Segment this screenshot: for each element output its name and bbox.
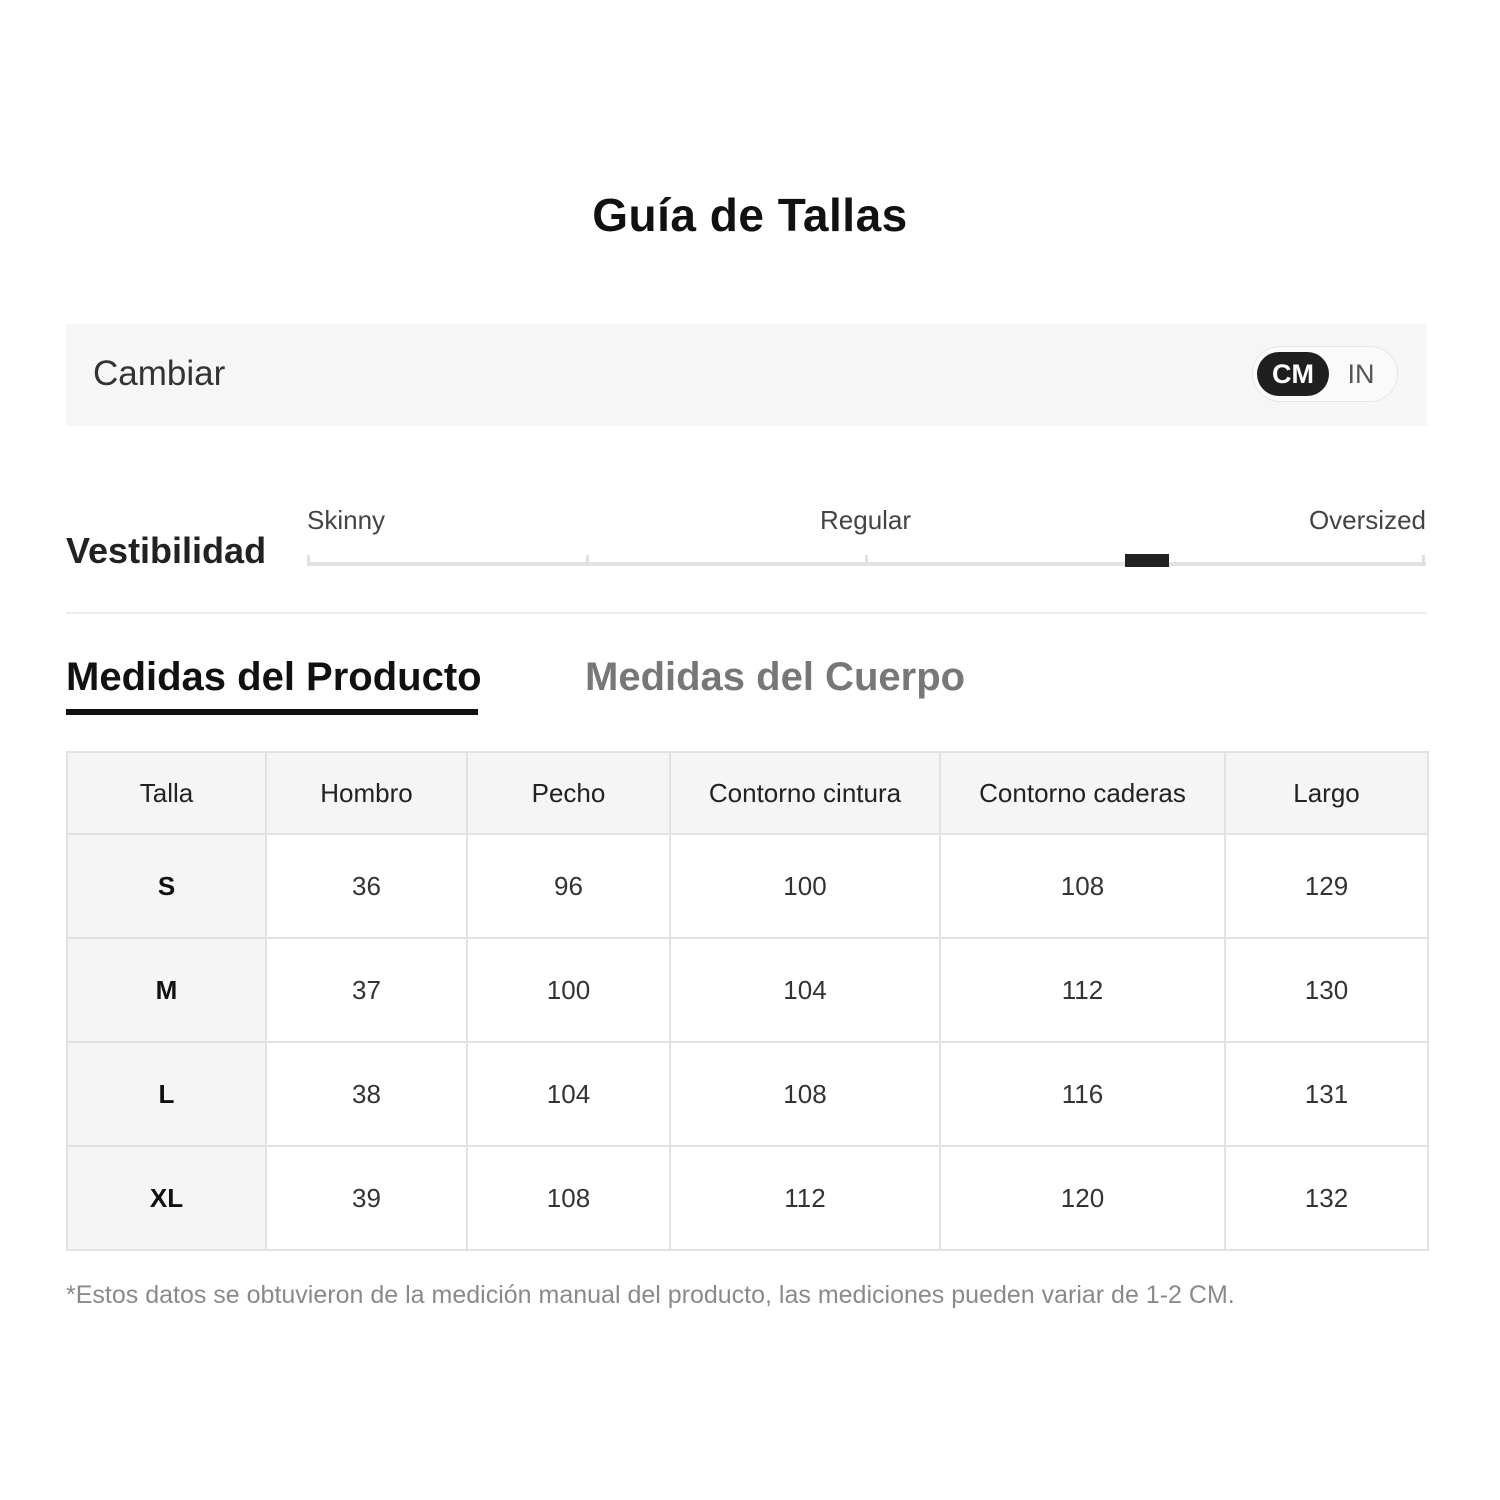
size-cell: S <box>67 834 266 938</box>
table-cell: 96 <box>467 834 670 938</box>
unit-switch-label: Cambiar <box>93 354 226 393</box>
table-cell: 104 <box>670 938 940 1042</box>
fit-level-marker <box>1125 554 1169 567</box>
measurement-footnote: *Estos datos se obtuvieron de la medición manual del producto, las mediciones pueden variar de 1-2 CM. <box>66 1281 1235 1309</box>
column-header: Talla <box>67 752 266 834</box>
table-cell: 130 <box>1225 938 1428 1042</box>
table-cell: 37 <box>266 938 467 1042</box>
table-cell: 132 <box>1225 1146 1428 1250</box>
table-cell: 100 <box>467 938 670 1042</box>
column-header: Hombro <box>266 752 467 834</box>
unit-toggle[interactable] <box>1252 346 1398 402</box>
size-table <box>66 751 1429 1251</box>
table-row <box>67 938 1428 1042</box>
size-cell: L <box>67 1042 266 1146</box>
fit-tick <box>586 555 589 566</box>
column-header: Pecho <box>467 752 670 834</box>
table-header-row <box>67 752 1428 834</box>
section-divider <box>66 612 1427 614</box>
table-cell: 129 <box>1225 834 1428 938</box>
size-cell: XL <box>67 1146 266 1250</box>
size-cell: M <box>67 938 266 1042</box>
fit-tick <box>1422 555 1425 566</box>
table-cell: 100 <box>670 834 940 938</box>
fit-label-regular: Regular <box>820 505 912 535</box>
table-row <box>67 1042 1428 1146</box>
table-cell: 131 <box>1225 1042 1428 1146</box>
table-cell: 112 <box>670 1146 940 1250</box>
fit-label: Vestibilidad <box>66 530 267 571</box>
table-row <box>67 1146 1428 1250</box>
table-cell: 120 <box>940 1146 1225 1250</box>
table-row <box>67 834 1428 938</box>
table-cell: 112 <box>940 938 1225 1042</box>
table-cell: 116 <box>940 1042 1225 1146</box>
table-cell: 108 <box>940 834 1225 938</box>
fit-tick <box>865 555 868 566</box>
tab-product-measurements[interactable]: Medidas del Producto <box>66 655 482 699</box>
table-cell: 108 <box>670 1042 940 1146</box>
column-header: Largo <box>1225 752 1428 834</box>
table-cell: 36 <box>266 834 467 938</box>
fit-label-skinny: Skinny <box>307 505 386 535</box>
tab-body-measurements[interactable]: Medidas del Cuerpo <box>585 655 966 699</box>
table-cell: 104 <box>467 1042 670 1146</box>
unit-option-in[interactable]: IN <box>1347 359 1375 389</box>
unit-switch-bar <box>66 324 1427 426</box>
column-header: Contorno caderas <box>940 752 1225 834</box>
table-cell: 39 <box>266 1146 467 1250</box>
fit-tick <box>307 555 310 566</box>
fit-label-oversized: Oversized <box>1308 505 1426 535</box>
page-title: Guía de Tallas <box>592 189 908 241</box>
table-cell: 38 <box>266 1042 467 1146</box>
unit-option-cm[interactable]: CM <box>1257 352 1329 396</box>
table-cell: 108 <box>467 1146 670 1250</box>
active-tab-underline <box>66 709 478 715</box>
column-header: Contorno cintura <box>670 752 940 834</box>
